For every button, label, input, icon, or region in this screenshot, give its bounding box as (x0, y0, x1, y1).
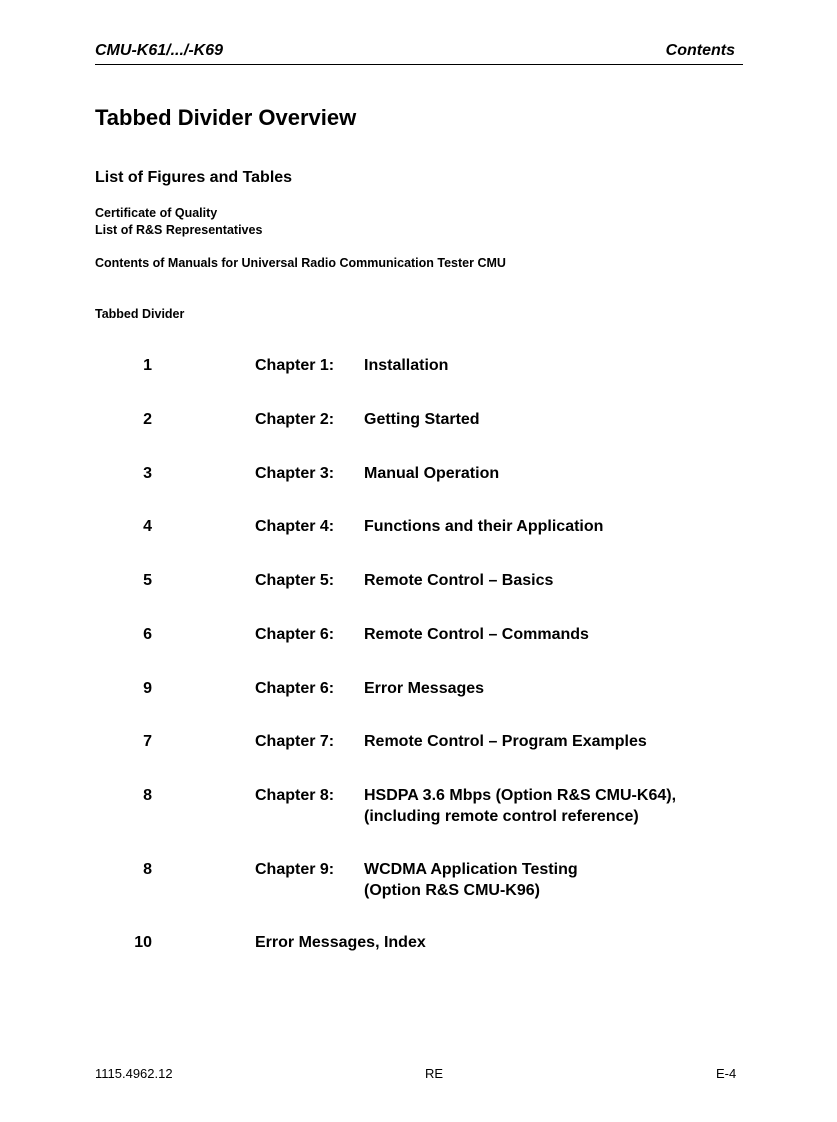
tab-number: 1 (143, 357, 152, 374)
chapter-title: Remote Control – Program Examples (364, 733, 647, 750)
front-matter-tabbed-divider: Tabbed Divider (95, 307, 185, 321)
tab-number: 8 (143, 787, 152, 804)
front-matter-manual-contents: Contents of Manuals for Universal Radio Communication Tester CMU (95, 256, 506, 270)
tab-number: 2 (143, 411, 152, 428)
page-subtitle: List of Figures and Tables (95, 169, 293, 186)
chapter-label: Chapter 1: (255, 357, 335, 374)
chapter-title: HSDPA 3.6 Mbps (Option R&S CMU-K64), (364, 787, 677, 804)
chapter-title: Installation (364, 357, 449, 374)
chapter-label: Chapter 5: (255, 572, 335, 589)
chapter-title-continuation: (including remote control reference) (364, 808, 639, 825)
footer-edition: RE (425, 1066, 444, 1081)
chapter-label: Chapter 6: (255, 680, 335, 697)
chapter-title: Functions and their Application (364, 518, 604, 535)
chapter-label: Chapter 2: (255, 411, 335, 428)
chapter-label: Error Messages, Index (255, 934, 426, 951)
chapter-label: Chapter 3: (255, 465, 335, 482)
header-document-id: CMU-K61/.../-K69 (95, 42, 224, 59)
chapter-label: Chapter 8: (255, 787, 335, 804)
chapter-label: Chapter 9: (255, 861, 335, 878)
chapter-title-continuation: (Option R&S CMU-K96) (364, 882, 540, 899)
tab-number: 10 (134, 934, 152, 951)
chapter-title: Remote Control – Commands (364, 626, 589, 643)
tab-number: 8 (143, 861, 152, 878)
chapter-label: Chapter 4: (255, 518, 335, 535)
chapter-title: Remote Control – Basics (364, 572, 554, 589)
footer-document-number: 1115.4962.12 (95, 1066, 173, 1081)
page-header (95, 42, 743, 65)
chapter-title: Getting Started (364, 411, 480, 428)
page-title: Tabbed Divider Overview (95, 105, 357, 130)
tab-number: 3 (143, 465, 152, 482)
chapter-title: WCDMA Application Testing (364, 861, 578, 878)
chapter-label: Chapter 6: (255, 626, 335, 643)
tab-number: 6 (143, 626, 152, 643)
tab-number: 5 (143, 572, 152, 589)
chapter-label: Chapter 7: (255, 733, 335, 750)
tab-number: 4 (143, 518, 152, 535)
chapter-title: Manual Operation (364, 465, 500, 482)
tab-number: 9 (143, 680, 152, 697)
header-section-title: Contents (665, 42, 735, 59)
tab-number: 7 (143, 733, 152, 750)
footer-page-number: E-4 (716, 1066, 737, 1081)
front-matter-certificate: Certificate of Quality (95, 206, 218, 220)
chapter-title: Error Messages (364, 680, 485, 697)
front-matter-representatives: List of R&S Representatives (95, 223, 263, 237)
